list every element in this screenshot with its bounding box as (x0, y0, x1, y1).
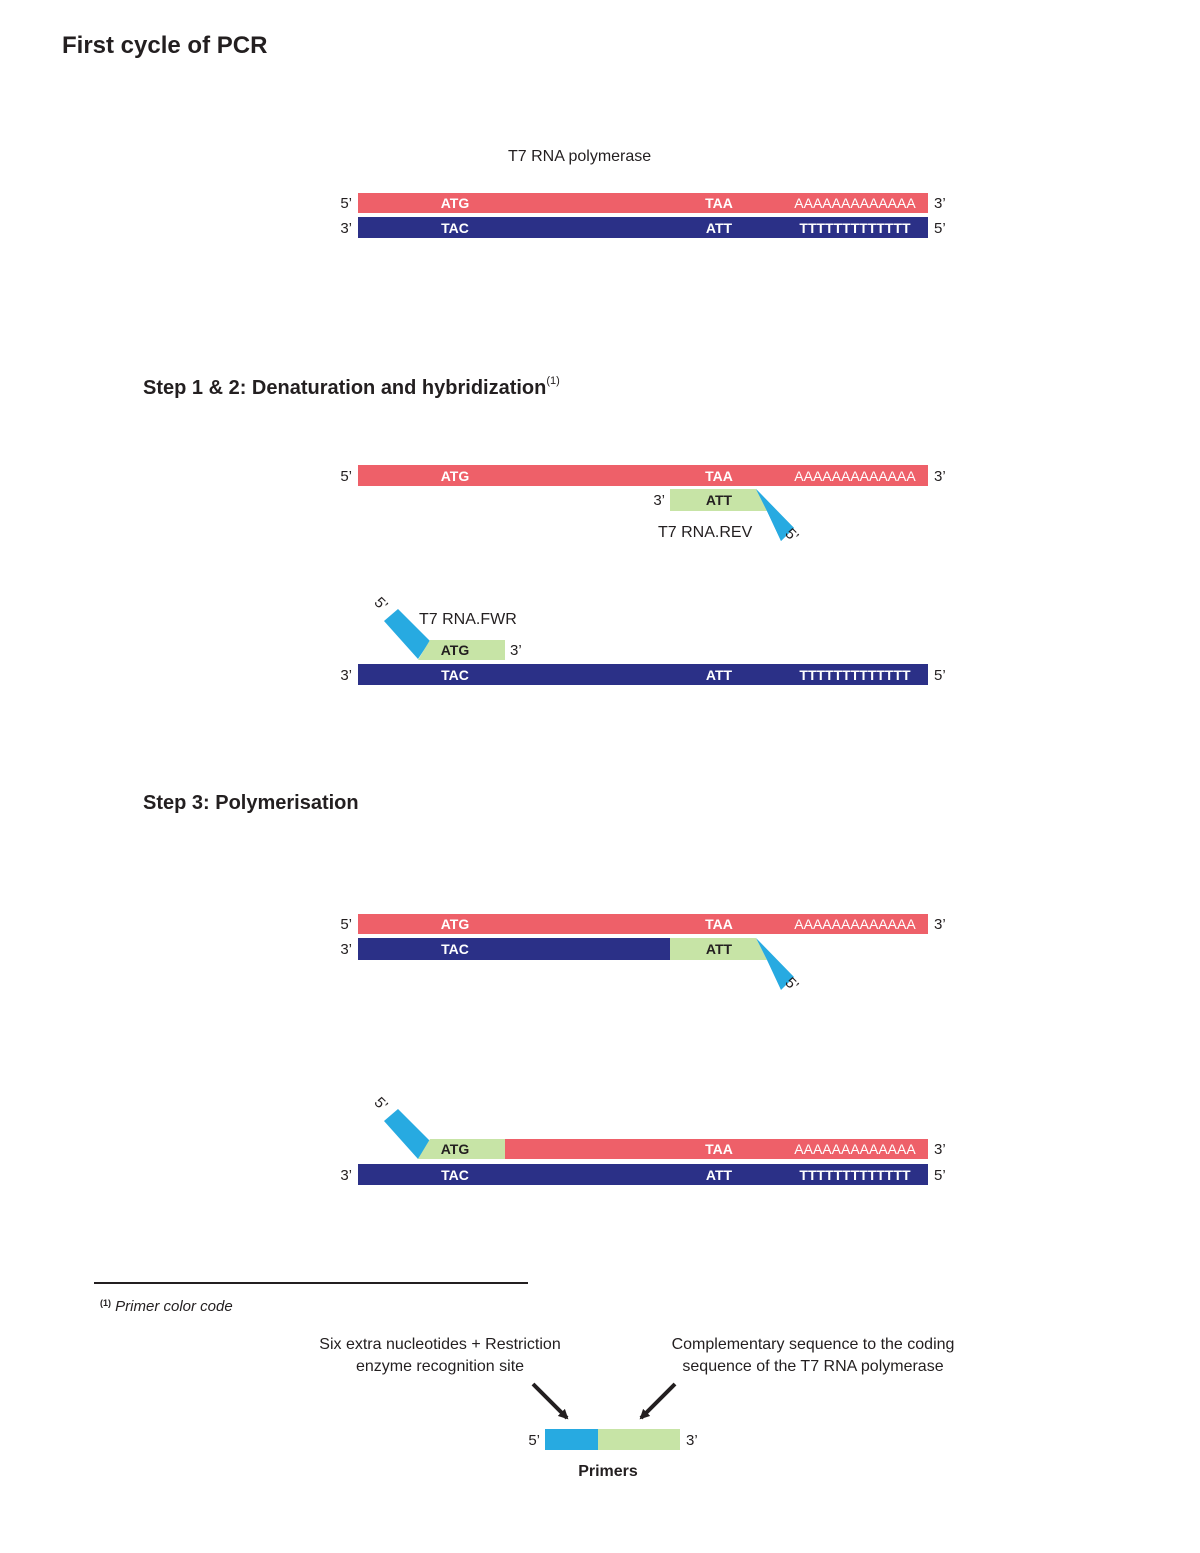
codon-taa: TAA (705, 468, 733, 484)
end-label-5: 5’ (781, 974, 802, 995)
end-label-3: 3’ (340, 667, 352, 684)
end-label-5: 5’ (370, 1093, 391, 1115)
end-label-3: 3’ (340, 1167, 352, 1184)
template-antisense-strand (340, 217, 945, 238)
end-label-5: 5’ (340, 468, 352, 485)
poly-t-tail: TTTTTTTTTTTTT (799, 220, 911, 236)
reverse-primer-name: T7 RNA.REV (658, 524, 753, 541)
poly-a-tail: AAAAAAAAAAAAA (794, 195, 916, 211)
footnote (100, 1298, 233, 1315)
step3-duplex-2 (340, 1094, 945, 1185)
footnote-ref: (1) (546, 375, 560, 387)
poly-a-tail: AAAAAAAAAAAAA (794, 1141, 916, 1157)
step3-title: Step 3: Polymerisation (143, 792, 359, 814)
codon-taa: TAA (705, 916, 733, 932)
step3-duplex-1 (340, 914, 945, 994)
poly-a-tail: AAAAAAAAAAAAA (794, 468, 916, 484)
codon-tac: TAC (441, 1167, 469, 1183)
forward-primer-name: T7 RNA.FWR (419, 611, 517, 628)
end-label-3: 3’ (934, 195, 946, 212)
step12-title (143, 377, 560, 400)
reverse-primer (653, 489, 801, 545)
template-label: T7 RNA polymerase (508, 148, 652, 165)
codon-taa: TAA (705, 1141, 733, 1157)
left-arrow (533, 1384, 567, 1418)
primers-label: Primers (578, 1463, 638, 1480)
primer-legend (528, 1384, 697, 1450)
codon-att: ATT (705, 1167, 733, 1183)
codon-att: ATT (705, 220, 733, 236)
end-label-3: 3’ (934, 916, 946, 933)
end-label-3: 3’ (340, 220, 352, 237)
codon-tac: TAC (441, 667, 469, 683)
right-arrow (641, 1384, 675, 1418)
end-label-5: 5’ (528, 1432, 540, 1449)
codon-atg: ATG (440, 916, 470, 932)
primer-codon: ATG (440, 642, 470, 658)
end-label-3: 3’ (510, 642, 522, 659)
codon-taa: TAA (705, 195, 733, 211)
codon-att: ATT (705, 667, 733, 683)
end-label-3: 3’ (934, 468, 946, 485)
poly-a-tail: AAAAAAAAAAAAA (794, 916, 916, 932)
poly-t-tail: TTTTTTTTTTTTT (799, 1167, 911, 1183)
new-antisense-bar (358, 938, 670, 960)
codon-atg: ATG (440, 195, 470, 211)
step12-sense-strand (340, 465, 945, 486)
end-label-5: 5’ (781, 525, 802, 546)
legend-coding-segment (598, 1429, 680, 1450)
forward-primer (371, 594, 522, 660)
end-label-3: 3’ (653, 492, 665, 509)
legend-extra-segment (545, 1429, 598, 1450)
codon-att: ATT (705, 941, 733, 957)
end-label-5: 5’ (370, 593, 391, 615)
end-label-3: 3’ (686, 1432, 698, 1449)
codon-tac: TAC (441, 220, 469, 236)
end-label-3: 3’ (934, 1141, 946, 1158)
end-label-5: 5’ (934, 220, 946, 237)
footnote-divider (94, 1282, 528, 1284)
step12-title-text: Step 1 & 2: Denaturation and hybridization (143, 377, 547, 399)
footnote-text: Primer color code (115, 1298, 233, 1315)
end-label-5: 5’ (934, 1167, 946, 1184)
end-label-5: 5’ (934, 667, 946, 684)
poly-t-tail: TTTTTTTTTTTTT (799, 667, 911, 683)
codon-atg: ATG (440, 1141, 470, 1157)
legend-coding-description: Complementary sequence to the coding sequence of the T7 RNA polymerase (671, 1336, 955, 1375)
end-label-5: 5’ (340, 916, 352, 933)
end-label-3: 3’ (340, 941, 352, 958)
primer-codon: ATT (705, 492, 733, 508)
footnote-marker: (1) (100, 1298, 111, 1308)
template-sense-strand (340, 193, 945, 213)
page-title: First cycle of PCR (62, 32, 268, 59)
end-label-5: 5’ (340, 195, 352, 212)
step12-antisense-strand (340, 664, 945, 685)
legend-extra-description: Six extra nucleotides + Restriction enzyme recognition site (319, 1336, 561, 1375)
codon-atg: ATG (440, 468, 470, 484)
codon-tac: TAC (441, 941, 469, 957)
